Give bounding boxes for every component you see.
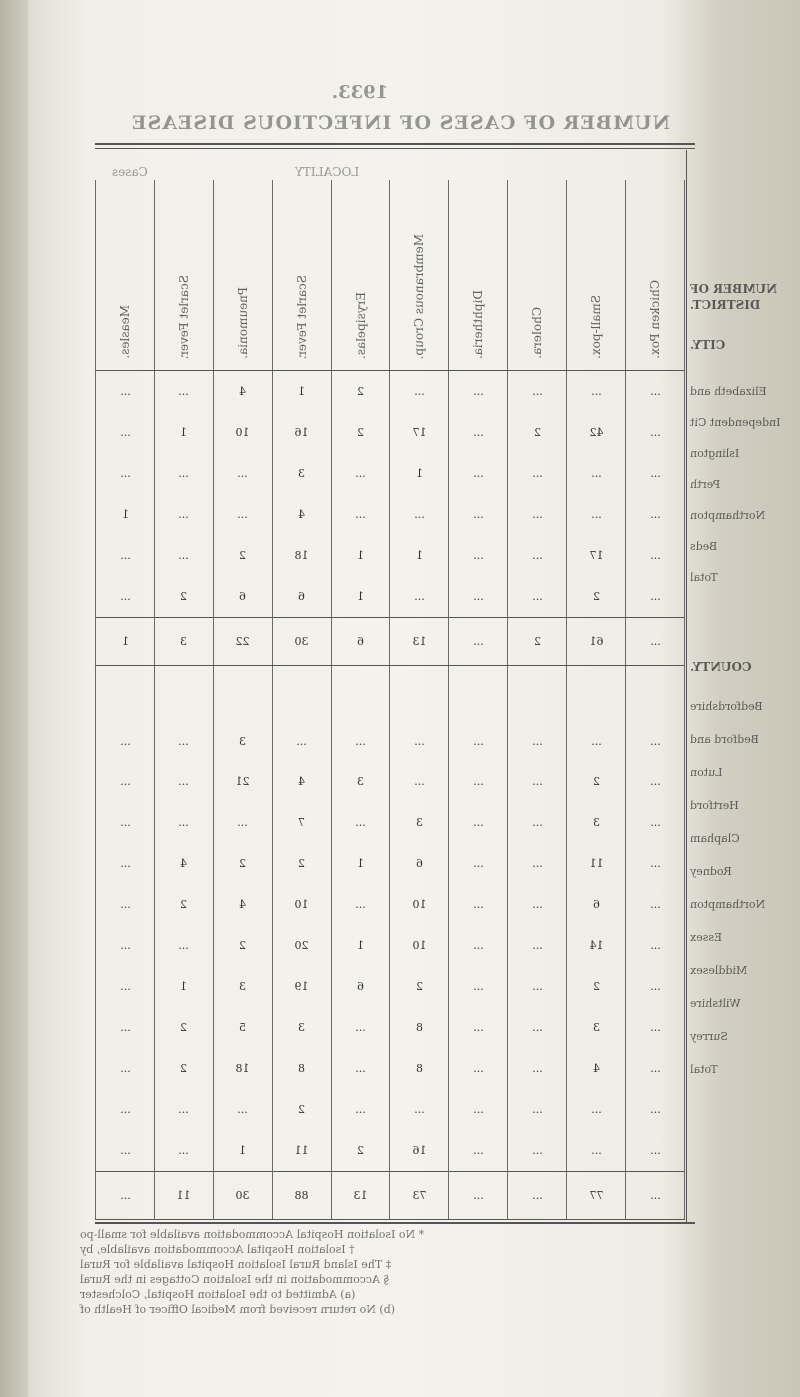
table-cell: 10 — [272, 884, 331, 925]
table-cell: 1 — [154, 412, 213, 453]
table-cell: 11 — [154, 1172, 213, 1220]
title-rule-top — [95, 143, 695, 145]
empty-cell — [213, 665, 272, 720]
footnote: § Accommodation in the Isolation Cottages in the Rural — [80, 1273, 389, 1286]
empty-cell — [626, 665, 685, 720]
table-cell: 11 — [567, 843, 626, 884]
table-cell: 30 — [213, 1172, 272, 1220]
table-cell: ... — [449, 494, 508, 535]
table-cell: ... — [567, 1130, 626, 1172]
footnotes — [80, 1228, 640, 1318]
table-cell: ... — [390, 721, 449, 762]
col-label-pneumonia: Pneumonia. — [235, 287, 250, 359]
table-cell: 5 — [213, 1007, 272, 1048]
col-header — [508, 180, 567, 371]
right-border-rule — [686, 150, 687, 1222]
table-cell: 3 — [272, 1007, 331, 1048]
table-cell: ... — [626, 721, 685, 762]
table-cell: ... — [449, 535, 508, 576]
col-header — [331, 180, 390, 371]
table-row — [96, 576, 685, 618]
table-cell: ... — [449, 576, 508, 618]
table-cell: ... — [96, 412, 155, 453]
col-label-measles: Measles. — [117, 305, 132, 359]
footnote: ‡ The Island Rural Isolation Hospital available for Rural — [80, 1258, 392, 1271]
title-rule-bottom — [95, 148, 695, 149]
table-row — [96, 843, 685, 884]
table-cell: 1 — [96, 494, 155, 535]
table-cell: ... — [626, 761, 685, 802]
table-cell: 2 — [508, 412, 567, 453]
table-cell: ... — [331, 1089, 390, 1130]
table-row — [96, 966, 685, 1007]
table-cell: ... — [154, 721, 213, 762]
table-cell: ... — [331, 721, 390, 762]
table-cell: ... — [567, 371, 626, 413]
table-cell: 17 — [390, 412, 449, 453]
table-cell: 2 — [567, 761, 626, 802]
table-cell: 73 — [390, 1172, 449, 1220]
table-cell: ... — [96, 761, 155, 802]
table-row — [96, 494, 685, 535]
table-cell: ... — [626, 618, 685, 666]
table-cell: 22 — [213, 618, 272, 666]
table-cell: ... — [626, 1172, 685, 1220]
table-cell: ... — [390, 761, 449, 802]
col-label-chicken-pox: Chicken Pox. — [648, 280, 662, 359]
district-label: Surrey — [690, 1030, 728, 1043]
table-cell: 13 — [390, 618, 449, 666]
footnote: † Isolation Hospital Accommodation available, by — [80, 1243, 355, 1256]
table-cell: 2 — [390, 966, 449, 1007]
table-cell: 3 — [154, 618, 213, 666]
table-cell: 1 — [331, 535, 390, 576]
section-heading: CITY. — [690, 338, 726, 352]
table-cell: ... — [390, 576, 449, 618]
table-cell: 2 — [154, 1007, 213, 1048]
table-cell: 1 — [96, 618, 155, 666]
table-cell: 16 — [390, 1130, 449, 1172]
table-cell: ... — [213, 494, 272, 535]
table-cell: ... — [567, 1089, 626, 1130]
table-cell: ... — [96, 802, 155, 843]
table-cell: 14 — [567, 925, 626, 966]
table-row — [96, 802, 685, 843]
table-cell: ... — [331, 802, 390, 843]
table-cell: 42 — [567, 412, 626, 453]
table-cell: 6 — [213, 576, 272, 618]
side-head-label: NUMBER OF — [690, 282, 778, 296]
table-cell: ... — [154, 453, 213, 494]
table-cell: 8 — [390, 1007, 449, 1048]
table-cell: 10 — [390, 925, 449, 966]
table-cell: 1 — [272, 371, 331, 413]
table-cell: 2 — [508, 618, 567, 666]
table-cell: ... — [626, 1048, 685, 1089]
table-cell: ... — [508, 535, 567, 576]
table-cell: ... — [390, 494, 449, 535]
district-label: Islington — [690, 447, 740, 460]
col-header — [567, 180, 626, 371]
table-cell: 6 — [390, 843, 449, 884]
table-cell: ... — [96, 535, 155, 576]
table-cell: ... — [508, 1130, 567, 1172]
table-cell: ... — [508, 966, 567, 1007]
table-cell: 30 — [272, 618, 331, 666]
table-cell: ... — [508, 453, 567, 494]
table-row — [96, 453, 685, 494]
table-cell: ... — [154, 371, 213, 413]
table-cell: 4 — [272, 761, 331, 802]
table-cell: 1 — [331, 925, 390, 966]
table-cell: ... — [449, 371, 508, 413]
col-header — [626, 180, 685, 371]
district-label: Total — [690, 1063, 718, 1076]
table-cell: 3 — [331, 761, 390, 802]
table-cell: ... — [331, 453, 390, 494]
table-cell: ... — [331, 884, 390, 925]
table-cell: 6 — [272, 576, 331, 618]
table-cell: 4 — [213, 884, 272, 925]
empty-cell — [449, 665, 508, 720]
table-cell: ... — [508, 1007, 567, 1048]
table-cell: ... — [508, 761, 567, 802]
column-header-row — [96, 180, 685, 371]
total-row — [96, 1172, 685, 1220]
table-cell: ... — [331, 1007, 390, 1048]
table-cell: ... — [626, 1089, 685, 1130]
table-cell: 4 — [213, 371, 272, 413]
table-cell: 10 — [390, 884, 449, 925]
table-cell: 3 — [213, 721, 272, 762]
table-cell: 13 — [331, 1172, 390, 1220]
table-row — [96, 1089, 685, 1130]
table-cell: ... — [626, 843, 685, 884]
col-header — [96, 180, 155, 371]
table-cell: ... — [154, 925, 213, 966]
page-spine-shadow — [0, 0, 28, 1397]
table-cell: ... — [213, 1089, 272, 1130]
table-cell: ... — [96, 1130, 155, 1172]
table-row — [96, 412, 685, 453]
table-cell: 2 — [331, 412, 390, 453]
table-cell: ... — [567, 721, 626, 762]
district-label: Luton — [690, 766, 723, 779]
side-head-label: DISTRICT. — [690, 298, 761, 312]
table-cell: ... — [96, 1172, 155, 1220]
table-cell: ... — [508, 843, 567, 884]
empty-cell — [508, 665, 567, 720]
table-cell: ... — [96, 371, 155, 413]
table-cell: ... — [390, 371, 449, 413]
table-cell: ... — [508, 884, 567, 925]
table-cell: ... — [449, 966, 508, 1007]
empty-cell — [567, 665, 626, 720]
table-cell: ... — [96, 966, 155, 1007]
table-cell: ... — [449, 1048, 508, 1089]
table-cell: ... — [508, 721, 567, 762]
table-cell: 1 — [154, 966, 213, 1007]
district-label: Hertford — [690, 799, 739, 812]
table-cell: ... — [626, 576, 685, 618]
district-label: Northampton — [690, 898, 766, 911]
district-label: Total — [690, 571, 718, 584]
table-cell: 2 — [213, 535, 272, 576]
district-label: Essex — [690, 931, 723, 944]
section-gap — [96, 665, 685, 720]
table-cell: 4 — [154, 843, 213, 884]
table-cell: 17 — [567, 535, 626, 576]
table-cell: ... — [449, 761, 508, 802]
table-cell: ... — [626, 535, 685, 576]
table-cell: ... — [213, 802, 272, 843]
table-cell: ... — [154, 1089, 213, 1130]
table-cell: ... — [508, 802, 567, 843]
table-cell: 2 — [154, 576, 213, 618]
table-row — [96, 925, 685, 966]
district-label: Bedford and — [690, 733, 759, 746]
table-cell: ... — [449, 721, 508, 762]
empty-cell — [154, 665, 213, 720]
table-cell: ... — [96, 843, 155, 884]
table-cell: ... — [626, 453, 685, 494]
table-cell: 2 — [272, 843, 331, 884]
table-cell: ... — [626, 802, 685, 843]
col-label-enteric: Scarlet Fever. — [176, 274, 191, 359]
table-cell: 16 — [272, 412, 331, 453]
table-cell: 6 — [331, 618, 390, 666]
table-cell: ... — [449, 1089, 508, 1130]
table-cell: 4 — [567, 1048, 626, 1089]
table-cell: ... — [626, 412, 685, 453]
col-label-diphtheria: Diphtheria. — [471, 289, 486, 359]
empty-cell — [272, 665, 331, 720]
table-cell: 2 — [331, 371, 390, 413]
table-cell: 2 — [154, 884, 213, 925]
table-cell: ... — [154, 1130, 213, 1172]
footer-rule — [95, 1222, 695, 1224]
table-cell: ... — [449, 925, 508, 966]
table-cell: 3 — [213, 966, 272, 1007]
table-cell: ... — [96, 1048, 155, 1089]
table-cell: 7 — [272, 802, 331, 843]
table-cell: ... — [508, 371, 567, 413]
table-cell: 8 — [272, 1048, 331, 1089]
section-heading: COUNTY. — [690, 660, 752, 674]
table-cell: ... — [154, 494, 213, 535]
empty-cell — [96, 665, 155, 720]
table-cell: 6 — [331, 966, 390, 1007]
table-cell: ... — [449, 1172, 508, 1220]
district-label: Elizabeth and — [690, 385, 767, 398]
table-cell: 2 — [331, 1130, 390, 1172]
table-cell: ... — [331, 1048, 390, 1089]
table-row — [96, 884, 685, 925]
table-cell: 6 — [567, 884, 626, 925]
table-cell: ... — [449, 1007, 508, 1048]
table-cell: ... — [96, 721, 155, 762]
table-cell: 21 — [213, 761, 272, 802]
table-row — [96, 1007, 685, 1048]
table-cell: 77 — [567, 1172, 626, 1220]
table-cell: 2 — [272, 1089, 331, 1130]
district-label: Clapham — [690, 832, 740, 845]
district-label: Perth — [690, 478, 721, 491]
table-cell: ... — [508, 494, 567, 535]
total-row — [96, 618, 685, 666]
footnote: * No Isolation Hospital Accommodation available for small-po — [80, 1228, 425, 1241]
table-cell: ... — [96, 925, 155, 966]
col-label-erysipelas: Erysipelas. — [353, 291, 368, 359]
table-cell: ... — [626, 494, 685, 535]
table-cell: ... — [508, 1048, 567, 1089]
table-cell: 2 — [213, 843, 272, 884]
table-row — [96, 761, 685, 802]
col-header — [449, 180, 508, 371]
col-header — [154, 180, 213, 371]
table-row — [96, 721, 685, 762]
table-cell: 2 — [154, 1048, 213, 1089]
empty-cell — [331, 665, 390, 720]
table-cell: 18 — [272, 535, 331, 576]
col-header — [272, 180, 331, 371]
table-cell: ... — [272, 721, 331, 762]
table-cell: ... — [508, 1172, 567, 1220]
table-cell: ... — [96, 884, 155, 925]
page-title: NUMBER OF CASES OF INFECTIOUS DISEASE — [131, 112, 670, 134]
page-number: 1933. — [331, 82, 389, 103]
table-cell: ... — [449, 884, 508, 925]
col-label-cholera: Cholera. — [530, 307, 545, 359]
table-cell: 8 — [390, 1048, 449, 1089]
table-cell: ... — [154, 761, 213, 802]
table-cell: ... — [508, 1089, 567, 1130]
table-cell: 3 — [567, 802, 626, 843]
table-cell: ... — [154, 535, 213, 576]
table-cell: 2 — [213, 925, 272, 966]
district-label: Wiltshire — [690, 997, 741, 1010]
table-cell: ... — [96, 1089, 155, 1130]
table-cell: 61 — [567, 618, 626, 666]
table-cell: 4 — [272, 494, 331, 535]
district-label: Bedfordshire — [690, 700, 763, 713]
col-label-membranous-croup: Membranous Croup. — [412, 233, 427, 359]
table-cell: ... — [567, 453, 626, 494]
table-cell: ... — [626, 925, 685, 966]
table-cell: 1 — [331, 576, 390, 618]
table-cell: ... — [96, 1007, 155, 1048]
footnote: (a) Admitted to the Isolation Hospital, Colchester — [80, 1288, 356, 1301]
empty-cell — [390, 665, 449, 720]
table-cell: ... — [96, 576, 155, 618]
district-label: Rodney — [690, 865, 732, 878]
table-cell: ... — [508, 925, 567, 966]
table-cell: ... — [567, 494, 626, 535]
table-row — [96, 371, 685, 413]
table-cell: 88 — [272, 1172, 331, 1220]
table-cell: 11 — [272, 1130, 331, 1172]
table-cell: ... — [154, 802, 213, 843]
table-cell: ... — [508, 576, 567, 618]
col-header — [213, 180, 272, 371]
table-cell: ... — [626, 884, 685, 925]
table-row — [96, 1130, 685, 1172]
table-cell: 20 — [272, 925, 331, 966]
table-cell: 19 — [272, 966, 331, 1007]
col-label-scarlet-fever: Scarlet Fever. — [294, 274, 309, 359]
table-cell: 3 — [272, 453, 331, 494]
table-cell: 3 — [567, 1007, 626, 1048]
table-cell: ... — [213, 453, 272, 494]
table-cell: ... — [390, 1089, 449, 1130]
table-cell: 2 — [567, 966, 626, 1007]
table-cell: 18 — [213, 1048, 272, 1089]
table-row — [96, 535, 685, 576]
header-locality: LOCALITY — [295, 165, 360, 179]
table-cell: 2 — [567, 576, 626, 618]
disease-table — [95, 180, 685, 1220]
table-cell: 1 — [213, 1130, 272, 1172]
col-header — [390, 180, 449, 371]
table-cell: ... — [626, 1007, 685, 1048]
table-cell: ... — [449, 843, 508, 884]
table-cell: ... — [449, 618, 508, 666]
table-cell: ... — [96, 453, 155, 494]
table-cell: ... — [449, 802, 508, 843]
table-cell: 1 — [390, 453, 449, 494]
table-cell: 10 — [213, 412, 272, 453]
table-cell: ... — [626, 371, 685, 413]
table-row — [96, 1048, 685, 1089]
header-cases: Cases — [112, 165, 148, 179]
footnote: (b) No return received from Medical Officer of Health of — [80, 1303, 395, 1316]
table-cell: ... — [331, 494, 390, 535]
district-label: Independent Cit — [690, 416, 781, 429]
table-cell: ... — [626, 1130, 685, 1172]
table-cell: ... — [626, 966, 685, 1007]
district-label: Beds — [690, 540, 718, 553]
col-label-small-pox: Small-pox. — [589, 295, 604, 359]
district-label: Middlesex — [690, 964, 748, 977]
table-cell: 3 — [390, 802, 449, 843]
table-cell: ... — [449, 412, 508, 453]
table-cell: ... — [449, 1130, 508, 1172]
table-cell: ... — [449, 453, 508, 494]
table-cell: 1 — [390, 535, 449, 576]
district-label: Northampton — [690, 509, 766, 522]
table-cell: 1 — [331, 843, 390, 884]
